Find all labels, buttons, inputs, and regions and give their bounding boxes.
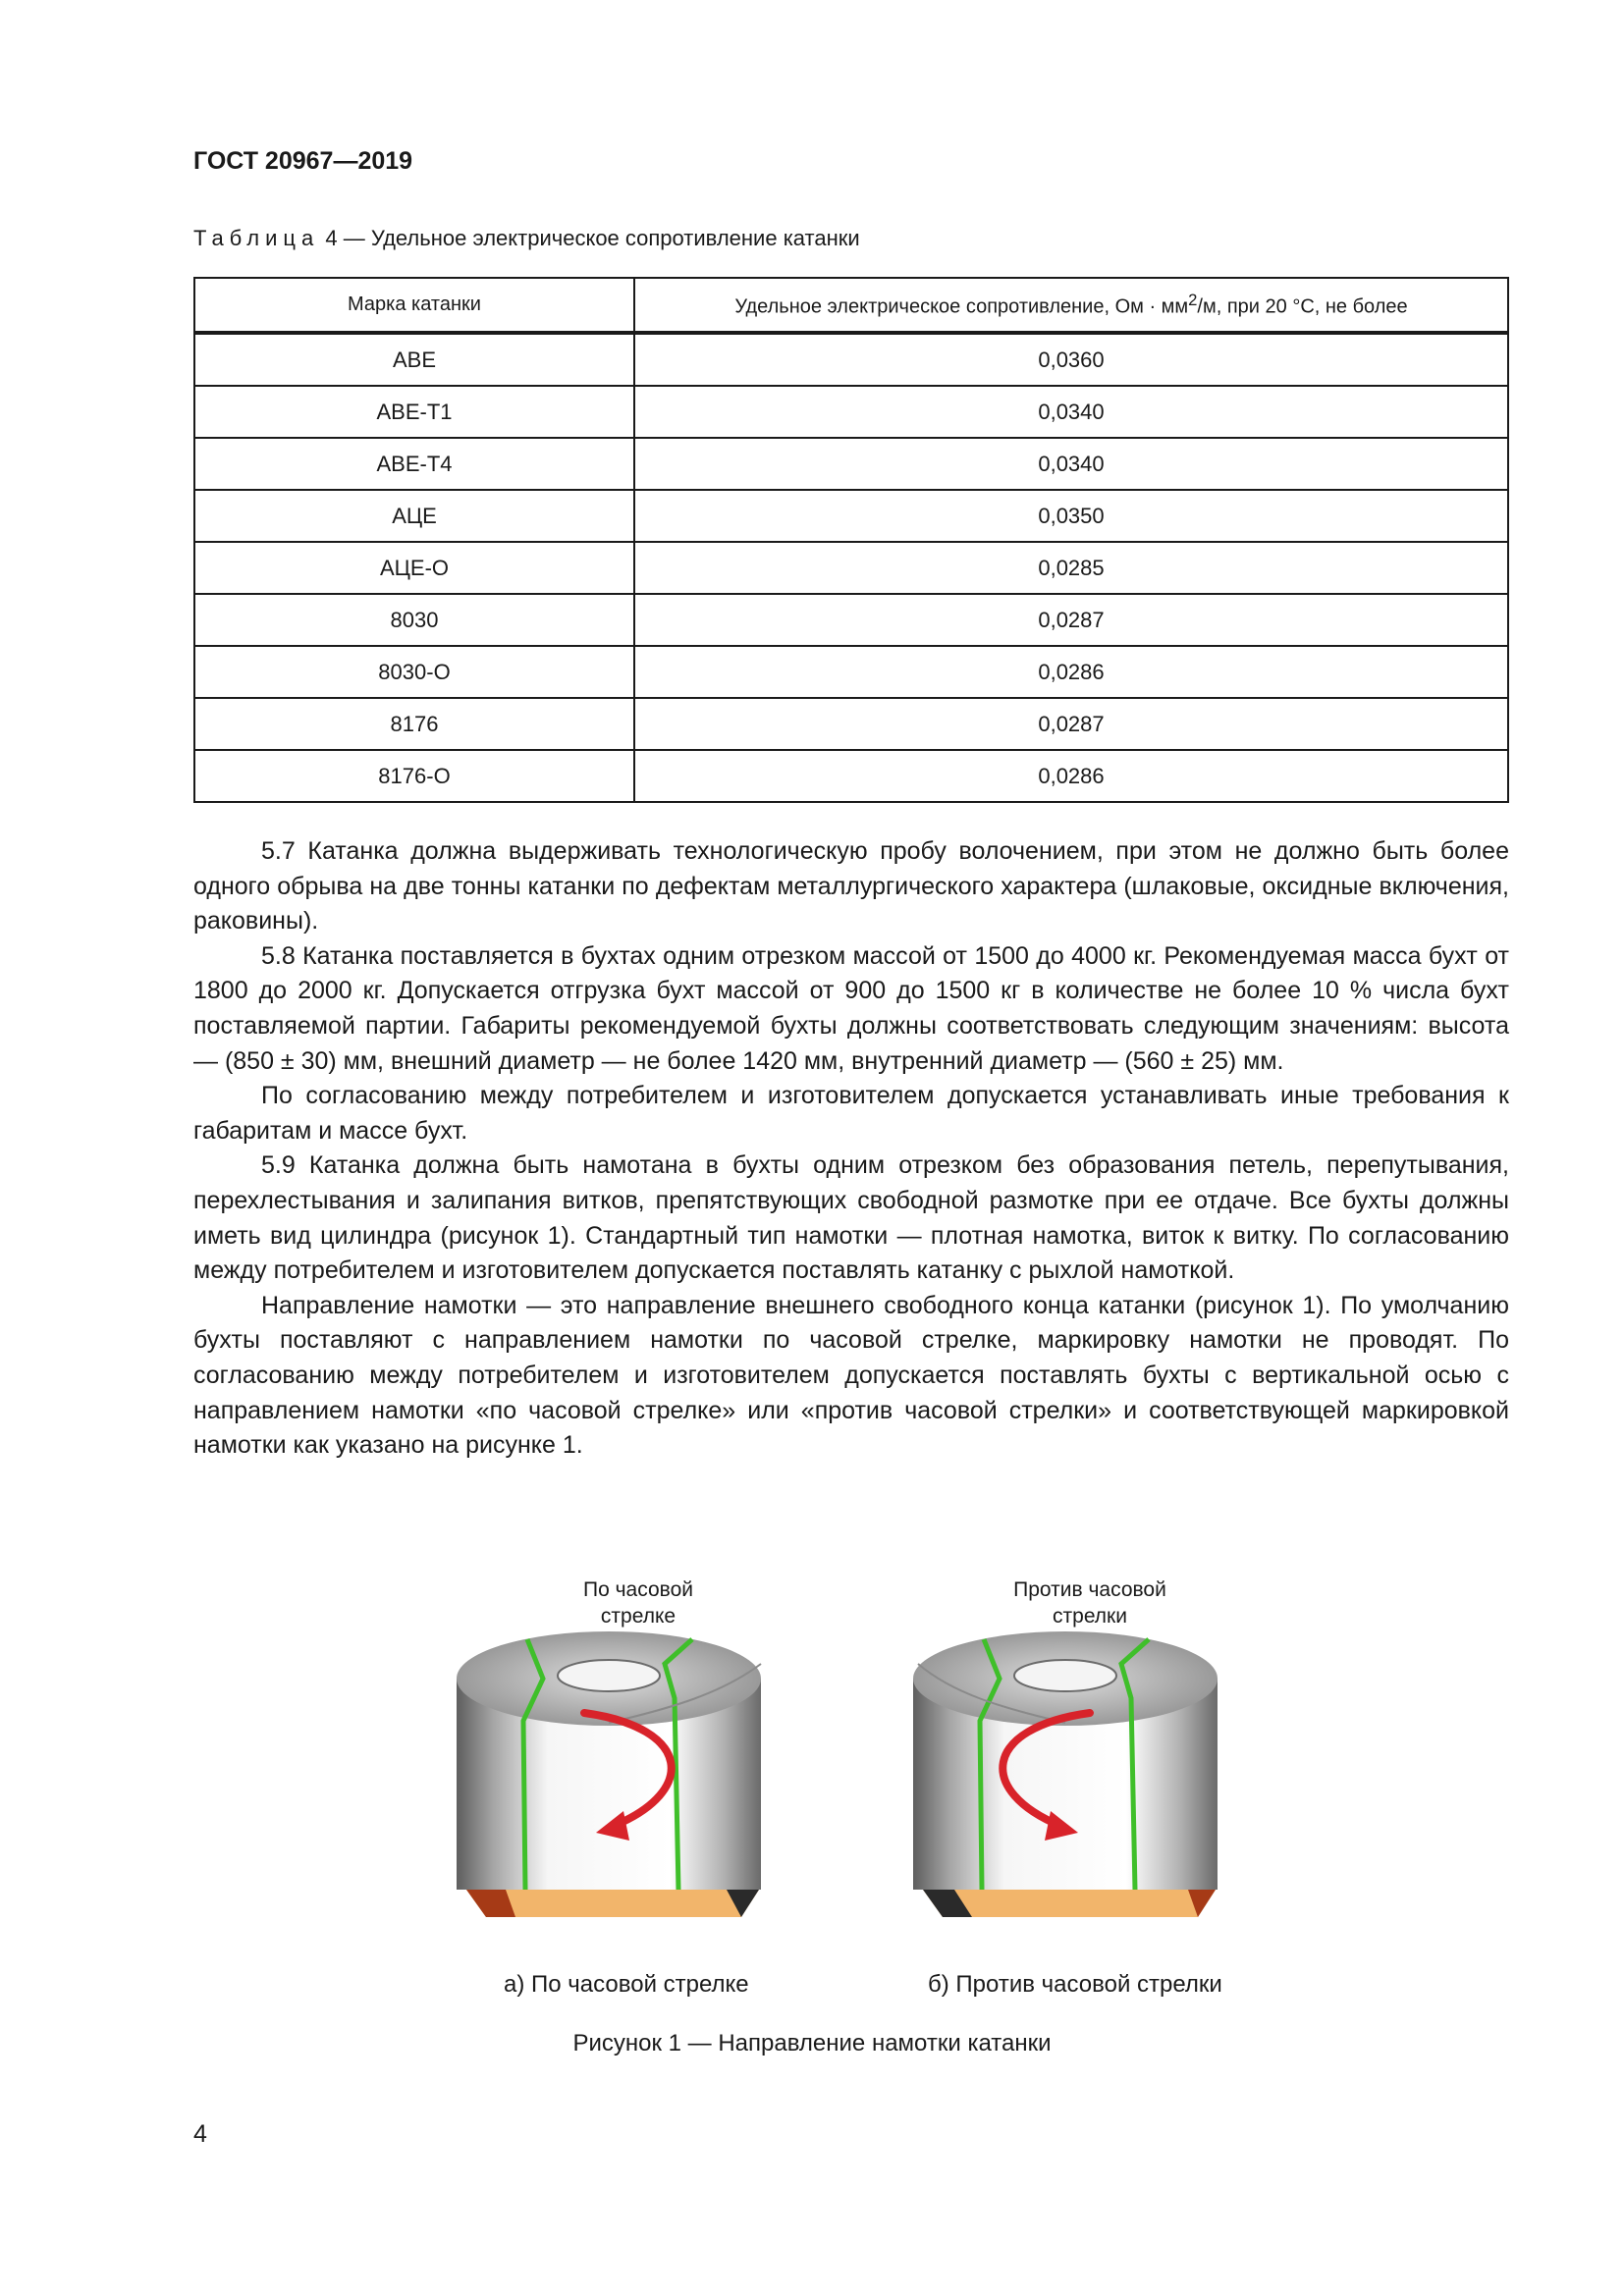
value-cell: 0,0287 (634, 698, 1508, 750)
paragraph-agreement: По согласованию между потребителем и изготовителем допускается устанавливать иные требования к габаритам и массе бухт. (193, 1082, 1509, 1145)
grade-cell: 8176 (194, 698, 634, 750)
table-row (194, 333, 1508, 386)
table-caption-title: 4 — Удельное электрическое сопротивление катанки (319, 226, 860, 250)
figure-label-clockwise-line1: По часовой (583, 1578, 693, 1601)
value-cell: 0,0340 (634, 438, 1508, 490)
coil-winding-illustration (447, 1625, 1281, 1958)
table-row (194, 386, 1508, 438)
grade-cell: АЦЕ-О (194, 542, 634, 594)
resistivity-table (193, 277, 1509, 803)
figure-label-counterclockwise-line2: стрелки (1053, 1605, 1127, 1628)
table-row (194, 646, 1508, 698)
value-cell: 0,0360 (634, 333, 1508, 386)
coil-b-hole (1014, 1660, 1116, 1691)
paragraph-5-7: 5.7 Катанка должна выдерживать технологическую пробу волочением, при этом не должно быть более одного обрыва на две тонны катанки по дефектам металлургического характера (шлаковые, оксидные включения, раковины). (193, 837, 1509, 935)
table-row (194, 542, 1508, 594)
page-number: 4 (193, 2120, 207, 2148)
subcaption-b: б) Против часовой стрелки (928, 1971, 1222, 1998)
coil-a-clockwise (457, 1631, 761, 1917)
value-cell: 0,0287 (634, 594, 1508, 646)
document-code: ГОСТ 20967—2019 (193, 147, 413, 175)
grade-cell: АВЕ-Т1 (194, 386, 634, 438)
subcaption-a: а) По часовой стрелке (504, 1971, 749, 1998)
header-resistivity (634, 278, 1508, 333)
header-grade: Марка катанки (194, 278, 634, 333)
grade-cell: АВЕ (194, 333, 634, 386)
figure-caption: Рисунок 1 — Направление намотки катанки (572, 2030, 1052, 2056)
grade-cell: АЦЕ (194, 490, 634, 542)
value-cell: 0,0285 (634, 542, 1508, 594)
grade-cell: 8030 (194, 594, 634, 646)
coil-a-hole (558, 1660, 660, 1691)
figure-label-counterclockwise (982, 1576, 1198, 1629)
table-caption-word: Таблица (193, 226, 320, 250)
header-resistivity-unit: /м, при 20 °С, не более (1197, 295, 1408, 318)
header-resistivity-sup: 2 (1188, 291, 1198, 310)
value-cell: 0,0340 (634, 386, 1508, 438)
coil-b-counterclockwise (913, 1631, 1218, 1917)
table-header-row (194, 278, 1508, 333)
table-row (194, 438, 1508, 490)
value-cell: 0,0286 (634, 750, 1508, 802)
header-resistivity-text: Удельное электрическое сопротивление, Ом · мм (734, 295, 1189, 318)
table-row (194, 698, 1508, 750)
body-text (193, 834, 1509, 1464)
grade-cell: АВЕ-Т4 (194, 438, 634, 490)
value-cell: 0,0286 (634, 646, 1508, 698)
figure-label-clockwise (550, 1576, 727, 1629)
value-cell: 0,0350 (634, 490, 1508, 542)
figure-label-clockwise-line2: стрелке (600, 1605, 677, 1628)
table-row (194, 490, 1508, 542)
grade-cell: 8030-О (194, 646, 634, 698)
table-caption (193, 226, 860, 251)
table-row (194, 750, 1508, 802)
figure-label-counterclockwise-line1: Против часовой (1013, 1578, 1166, 1601)
paragraph-5-9: 5.9 Катанка должна быть намотана в бухты одним отрезком без образования петель, перепутывания, перехлестывания и залипания витков, препятствующих свободной размотке при ее отдаче. Все бухты должны иметь вид цилиндра (рисунок 1). Стандартный тип намотки — плотная намотка, виток к витку. По согласованию между потребителем и изготовителем допускается поставлять катанку с рыхлой намоткой. (193, 1151, 1509, 1285)
paragraph-winding-direction: Направление намотки — это направление внешнего свободного конца катанки (рисунок 1). По умолчанию бухты поставляют с направлением намотки по часовой стрелке, маркировку намотки не проводят. По согласованию между потребителем и изготовителем допускается поставлять бухты с вертикальной осью с направлением намотки «по часовой стрелке» или «против часовой стрелки» и соответствующей маркировкой намотки как указано на рисунке 1. (193, 1291, 1509, 1460)
paragraph-5-8: 5.8 Катанка поставляется в бухтах одним отрезком массой от 1500 до 4000 кг. Рекомендуемая масса бухт от 1800 до 2000 кг. Допускается отгрузка бухт массой от 900 до 1500 кг в количестве не более 10 % числа бухт поставляемой партии. Габариты рекомендуемой бухты должны соответствовать следующим значениям: высота — (850 ± 30) мм, внешний диаметр — не более 1420 мм, внутренний диаметр — (560 ± 25) мм. (193, 941, 1509, 1075)
grade-cell: 8176-О (194, 750, 634, 802)
table-row (194, 594, 1508, 646)
